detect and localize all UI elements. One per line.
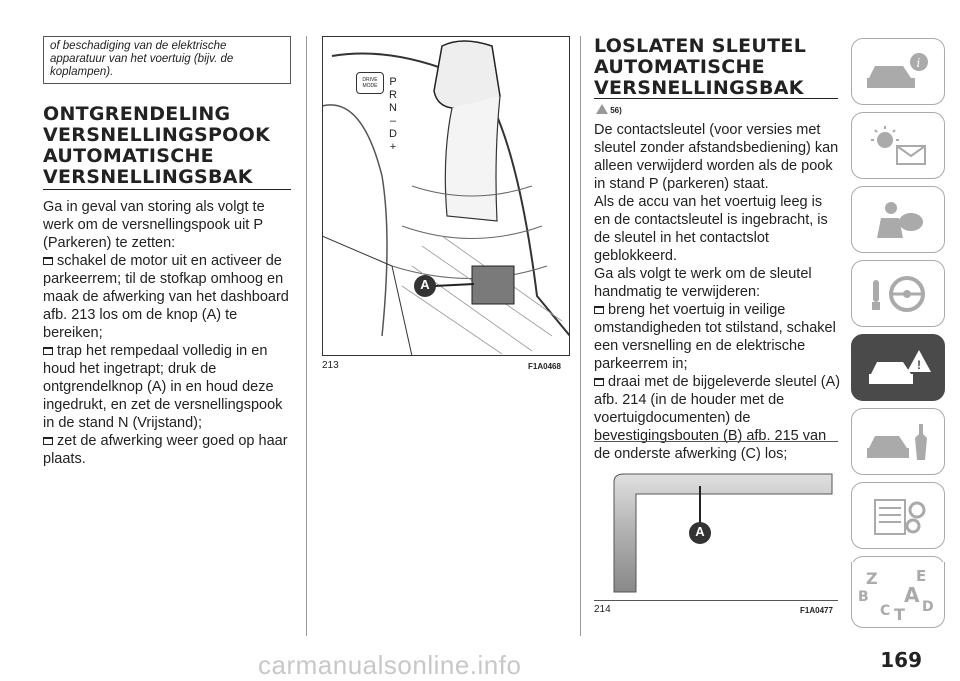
figure-213 — [322, 36, 570, 356]
safety-airbag-icon — [863, 198, 933, 242]
steering-wheel-key-icon — [863, 272, 933, 316]
nav-tab-index[interactable] — [851, 562, 945, 628]
callout-a-label: A — [695, 524, 705, 539]
paragraph: De contactsleutel (voor versies met sleutel zonder afstandsbediening) kan alleen verwijderd worden als de pook in stand P (parkeren) staat. — [594, 122, 839, 192]
warning-triangle-icon — [596, 104, 608, 116]
intro-paragraph: Ga in geval van storing als volgt te werk om de versnellingspook uit P (Parkeren) te zetten: — [43, 199, 265, 251]
nav-tab-dashboard-lights[interactable] — [851, 112, 945, 179]
gear-plus: + — [389, 141, 397, 153]
heading-rule — [594, 98, 838, 99]
nav-tab-emergency[interactable] — [851, 334, 945, 401]
index-letter: B — [858, 588, 869, 605]
nav-tab-car-info[interactable] — [851, 38, 945, 105]
bullet-item: zet de afwerking weer goed op haar plaats. — [43, 432, 295, 468]
bullet-item: trap het rempedaal volledig in en houd het ingetrapt; druk de ontgrendelknop (A) in en houd deze ingedrukt, en zet de versnellingspook in de stand N (Vrijstand); — [43, 342, 295, 432]
nav-tab-maintenance[interactable] — [851, 408, 945, 475]
nav-tab-technical-data[interactable] — [851, 482, 945, 549]
section-heading-release-key: LOSLATEN SLEUTEL AUTOMATISCHE VERSNELLINGSBAK — [594, 35, 807, 99]
heading-rule — [43, 189, 291, 190]
gear-n: N — [389, 102, 397, 114]
gear-indicator — [386, 76, 400, 154]
figure-214-code: F1A0477 — [800, 606, 833, 615]
page-number: 169 — [880, 648, 922, 672]
gear-r: R — [389, 89, 397, 101]
figure-214-number: 214 — [594, 604, 611, 615]
paragraph: Als de accu van het voertuig leeg is en de contactsleutel is ingebracht, is de sleutel in het contactslot geblokkeerd. — [594, 194, 828, 264]
bullet-item: breng het voertuig in veilige omstandigheden tot stilstand, schakel een versnelling en de elektrische parkeerrem in; — [594, 301, 842, 373]
figure-214 — [594, 441, 838, 601]
note-box — [43, 36, 291, 84]
index-letter: A — [904, 582, 920, 607]
index-letter: D — [922, 598, 934, 615]
column-divider — [580, 36, 581, 636]
car-maintenance-icon — [863, 420, 933, 464]
index-letter: C — [880, 602, 891, 619]
right-body — [594, 121, 842, 463]
car-emergency-icon — [863, 346, 933, 390]
gear-p: P — [389, 76, 397, 88]
note-text: of beschadiging van de elektrische apparatuur van het voertuig (bijv. de koplampen). — [50, 40, 234, 78]
technical-data-icon — [863, 494, 933, 538]
svg-text:!: ! — [917, 357, 921, 372]
warning-ref-text: 56) — [610, 106, 622, 115]
nav-tab-safety[interactable] — [851, 186, 945, 253]
nav-tab-steering[interactable] — [851, 260, 945, 327]
section-heading-unlock-lever: ONTGRENDELING VERSNELLINGSPOOK AUTOMATISCHE VERSNELLINGSBAK — [43, 103, 271, 188]
index-letter: Z — [866, 568, 878, 588]
car-info-icon — [863, 50, 933, 94]
drive-mode-button: DRIVE MODE — [356, 72, 384, 94]
watermark: carmanualsonline.info — [258, 650, 522, 680]
warning-reference — [596, 104, 622, 116]
left-body — [43, 198, 295, 468]
bullet-item: schakel de motor uit en activeer de parkeerrem; til de stofkap omhoog en maak de afwerking van het dashboard afb. 213 los om de knop (A) te bereiken; — [43, 252, 295, 342]
svg-text:i: i — [916, 55, 921, 70]
index-letters-icon — [858, 567, 938, 623]
callout-a-label: A — [420, 277, 430, 292]
column-divider — [306, 36, 307, 636]
gear-minus: – — [389, 115, 397, 127]
dashboard-lights-icon — [863, 124, 933, 168]
bullet-item: draai met de bijgeleverde sleutel (A) afb. 214 (in de houder met de voertuigdocumenten) de bevestigingsbouten (B) afb. 215 van de onderste afwerking (C) los; — [594, 374, 841, 462]
figure-213-number: 213 — [322, 360, 339, 371]
index-letter: E — [916, 566, 927, 585]
hex-key-illustration — [594, 442, 838, 600]
gear-d: D — [389, 128, 397, 140]
paragraph: Ga als volgt te werk om de sleutel handmatig te verwijderen: — [594, 266, 812, 300]
figure-213-code: F1A0468 — [528, 362, 561, 371]
index-letter: T — [894, 604, 905, 624]
